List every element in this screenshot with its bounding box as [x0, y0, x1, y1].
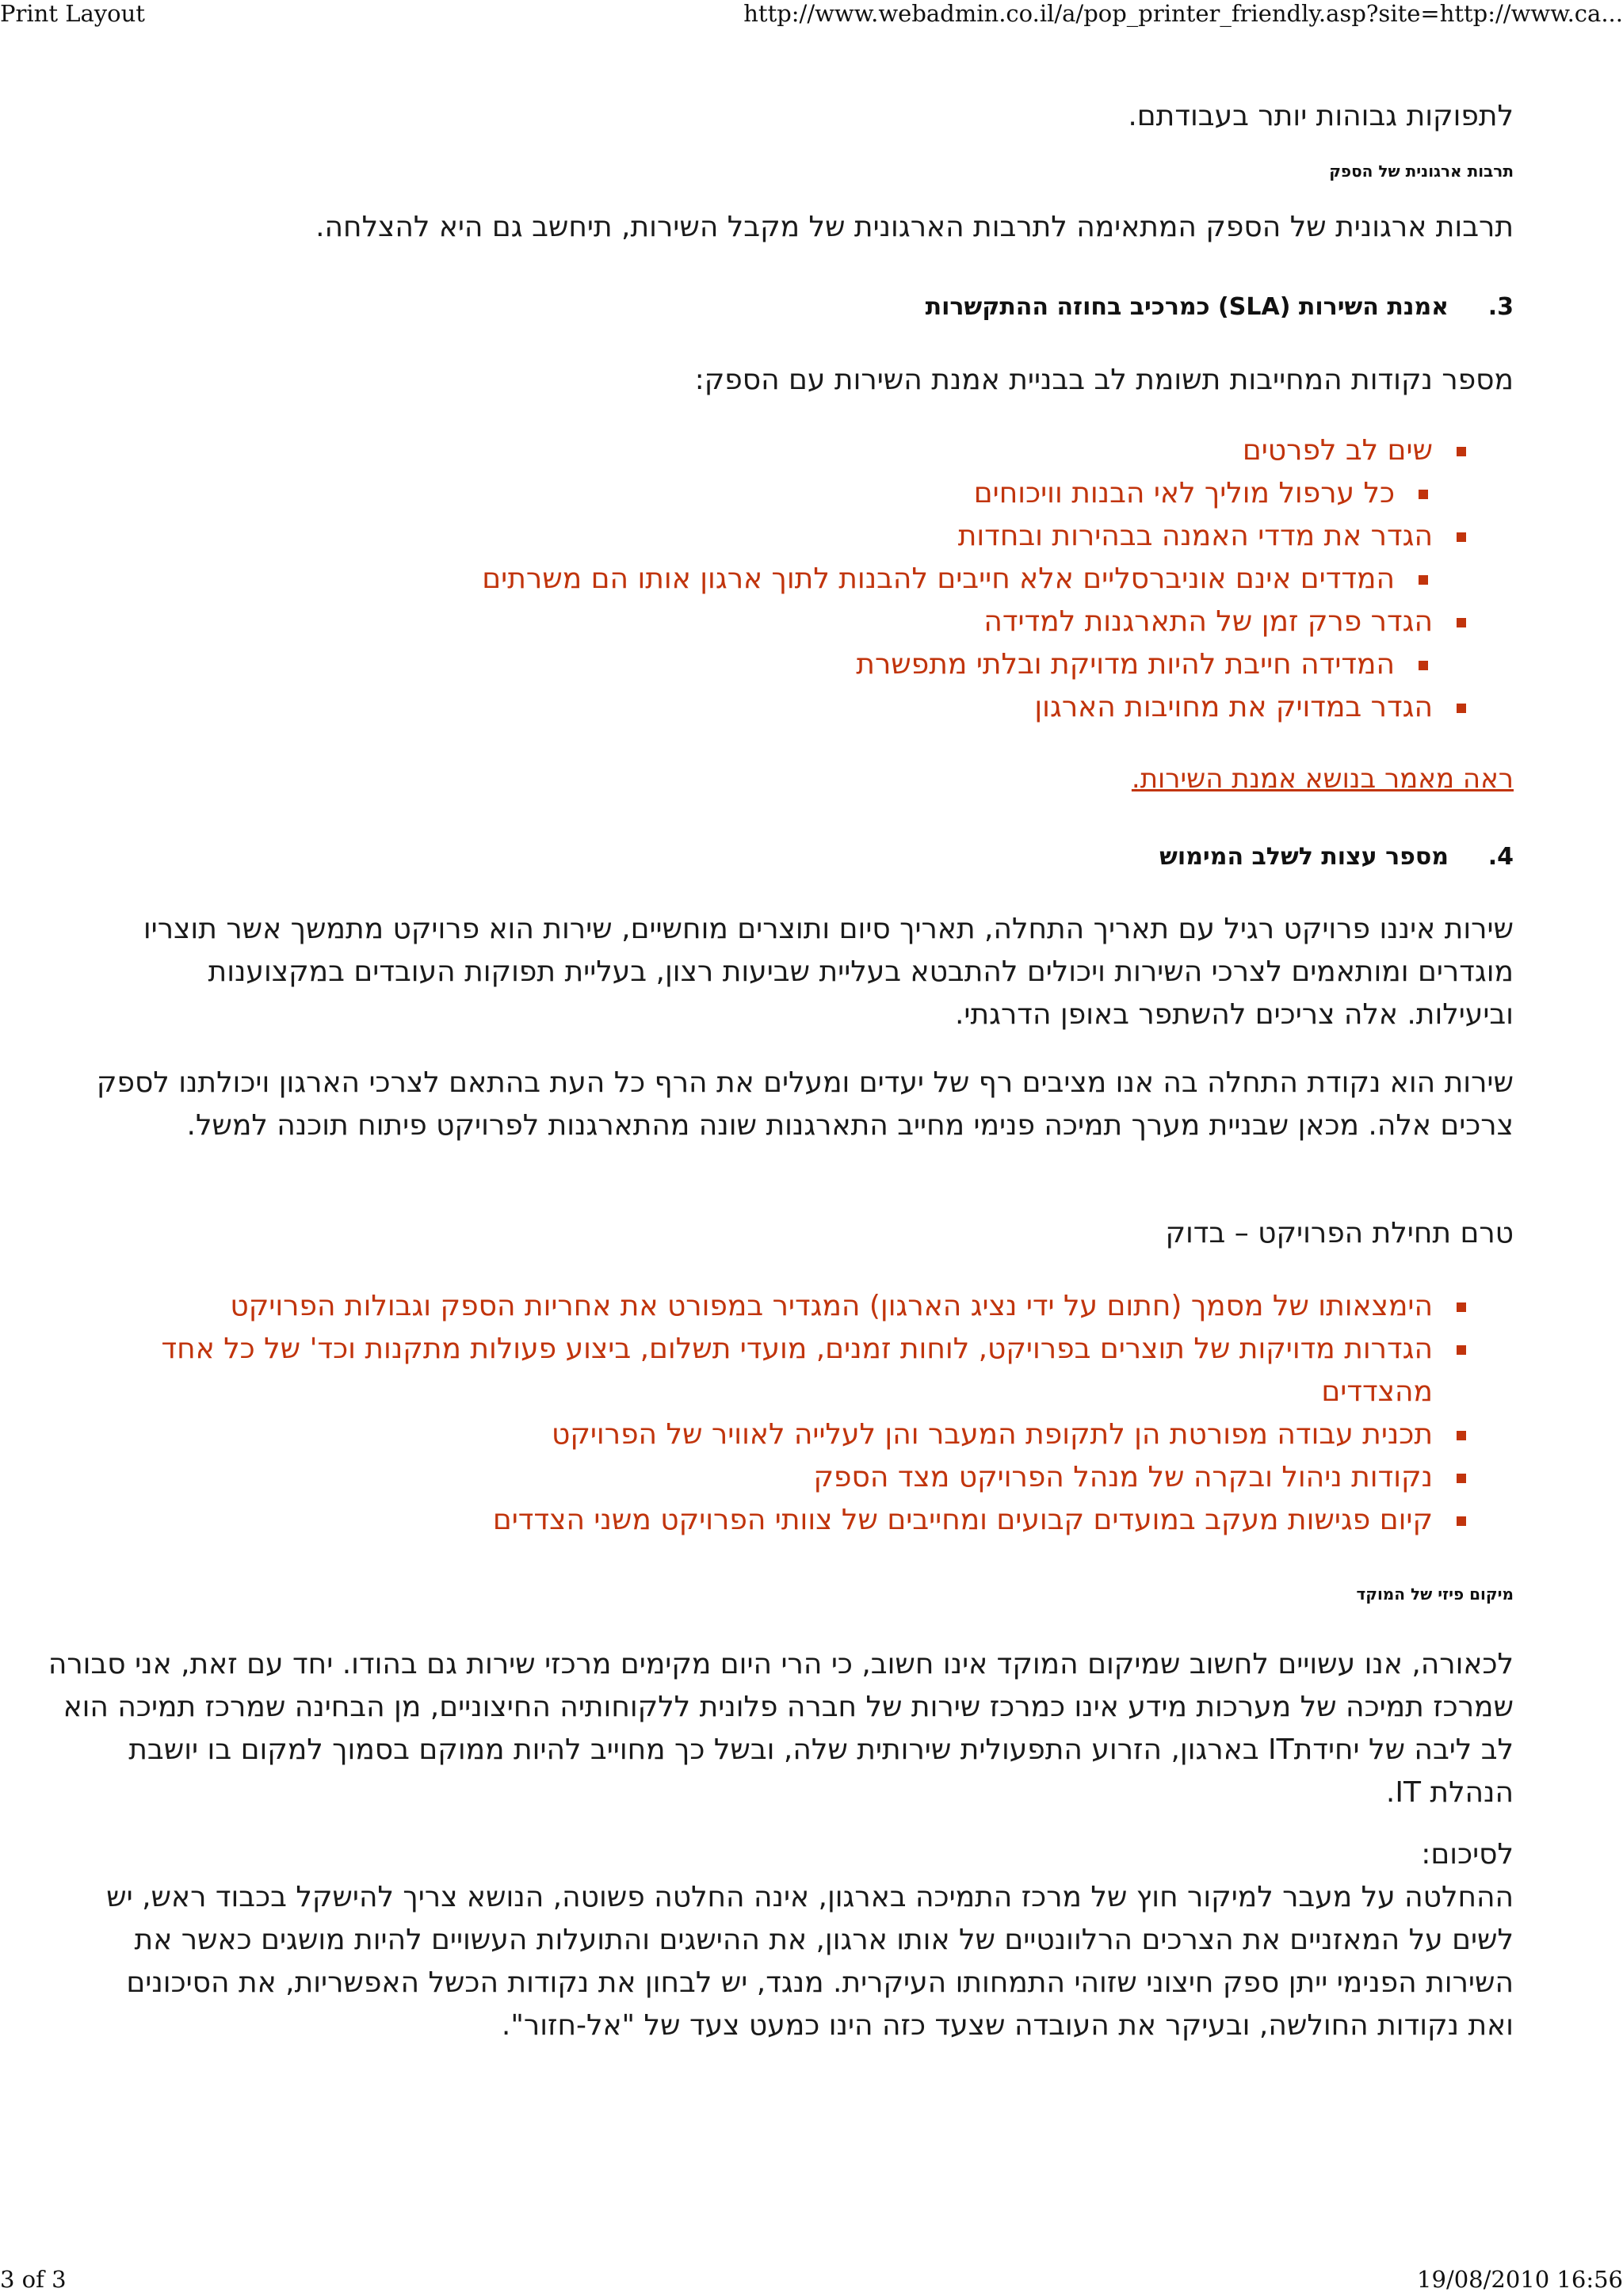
list-item: כל ערפול מוליך לאי הבנות וויכוחים [48, 472, 1514, 515]
list-item: שים לב לפרטים [48, 429, 1514, 472]
list-item: הגדר את מדדי האמנה בבהירות ובחדות [48, 515, 1514, 558]
list-item: תכנית עבודה מפורטת הן לתקופת המעבר והן לעלייה לאוויר של הפרויקט [48, 1413, 1514, 1456]
list-item: קיום פגישות מעקב במועדים קבועים ומחייבים של צוותי הפרויקט משני הצדדים [48, 1499, 1514, 1542]
list-item: הימצאותו של מסמך (חתום על ידי נציג הארגון) המגדיר במפורט את אחריות הספק וגבולות הפרויקט [48, 1285, 1514, 1328]
list-item: הגדר במדויק את מחויבות הארגון [48, 686, 1514, 729]
section-4-number: 4. [1487, 843, 1514, 871]
section-4-title: מספר עצות לשלב המימוש [1159, 843, 1449, 871]
section-3-title: אמנת השירות (SLA) כמרכיב בחוזה ההתקשרות [925, 293, 1449, 321]
print-layout-title: Print Layout [0, 0, 145, 27]
summary-text: ההחלטה על מעבר למיקור חוץ של מרכז התמיכה בארגון, אינה החלטה פשוטה, הנושא צריך להישקל בכבוד ראש, יש לשים על המאזניים את הצרכים הרלוונטיים של אותו ארגון, את ההישגים והתועלות העשויים להיות מושגים כאשר את השירות הפנימי ייתן ספק חיצוני שזוהי התמחותו העיקרית. מנגד, יש לבחון את נקודות הכשל האפשריות, את הסיכונים ואת נקודות החולשה, ובעיקר את העובדה שצעד כזה הינו כמעט צעד של "אל-חזור". [106, 1881, 1514, 2042]
list-item: הגדר פרק זמן של התארגנות למדידה [48, 601, 1514, 643]
list-item: נקודות ניהול ובקרה של מנהל הפרויקט מצד הספק [48, 1456, 1514, 1499]
section-4-para-1: שירות איננו פרויקט רגיל עם תאריך התחלה, תאריך סיום ותוצרים מוחשיים, שירות הוא פרויקט מתמשך אשר תוצריו מוגדרים ומותאמים לצרכי השירות ויכולים להתבטא בעליית שביעות רצון, בעליית תפוקות העובדים במקצוענות וביעילות. אלה צריכים להשתפר באופן הדרגתי. [143, 913, 1514, 1031]
print-datetime: 19/08/2010 16:56 [1417, 2266, 1623, 2293]
section-3-heading [48, 293, 1514, 321]
summary-heading: לסיכום: [1421, 1838, 1514, 1871]
sla-article-link[interactable]: ראה מאמר בנושא אמנת השירות. [1131, 763, 1514, 795]
list-item: המדידה חייבת להיות מדויקת ובלתי מתפשרת [48, 643, 1514, 686]
list-item: הגדרות מדויקות של תוצרים בפרויקט, לוחות זמנים, מועדי תשלום, ביצוע פעולות מתקנות וכד' של כל אחד מהצדדים [48, 1328, 1514, 1413]
location-heading: מיקום פיזי של המוקד [1356, 1585, 1514, 1604]
org-culture-text: תרבות ארגונית של הספק המתאימה לתרבות הארגונית של מקבל השירות, תיחשב גם היא להצלחה. [315, 211, 1514, 243]
sla-tips-list [48, 429, 1514, 729]
page-url: http://www.webadmin.co.il/a/pop_printer_friendly.asp?site=http://www.ca... [743, 0, 1623, 27]
location-text: לכאורה, אנו עשויים לחשוב שמיקום המוקד אינו חשוב, כי הרי היום מקימים מרכזי שירות גם בהודו. יחד עם זאת, אני סבורה שמרכז תמיכה של מערכות מידע אינו כמרכז שירות של חברה פלונית ללקוחותיה החיצוניים, מן הבחינה שמרכז תמיכה הוא לב ליבה של יחידתIT בארגון, הזרוע התפעולית שירותית שלה, ובשל כך מחוייב להיות ממוקם בסמוך למקום בו יושבת הנהלת IT. [48, 1648, 1514, 1809]
org-culture-heading: תרבות ארגונית של הספק [1329, 162, 1514, 181]
section-3-intro: מספר נקודות המחייבות תשומת לב בבניית אמנת השירות עם הספק: [694, 364, 1514, 396]
list-item: המדדים אינם אוניברסליים אלא חייבים להבנות לתוך ארגון אותו הם משרתים [48, 558, 1514, 601]
project-checklist [48, 1285, 1514, 1542]
section-3-number: 3. [1487, 293, 1514, 321]
page-counter: 3 of 3 [0, 2266, 67, 2293]
checklist-intro: טרם תחילת הפרויקט – בדוק [1165, 1217, 1514, 1249]
intro-line: לתפוקות גבוהות יותר בעבודתם. [1128, 100, 1514, 132]
section-4-para-2: שירות הוא נקודת התחלה בה אנו מציבים רף של יעדים ומעלים את הרף כל העת בהתאם לצרכי הארגון ויכולתנו לספק צרכים אלה. מכאן שבניית מערך תמיכה פנימי מחייב התארגנות שונה מהתארגנות לפרויקט פיתוח תוכנה למשל. [96, 1066, 1514, 1142]
section-4-heading [48, 843, 1514, 871]
